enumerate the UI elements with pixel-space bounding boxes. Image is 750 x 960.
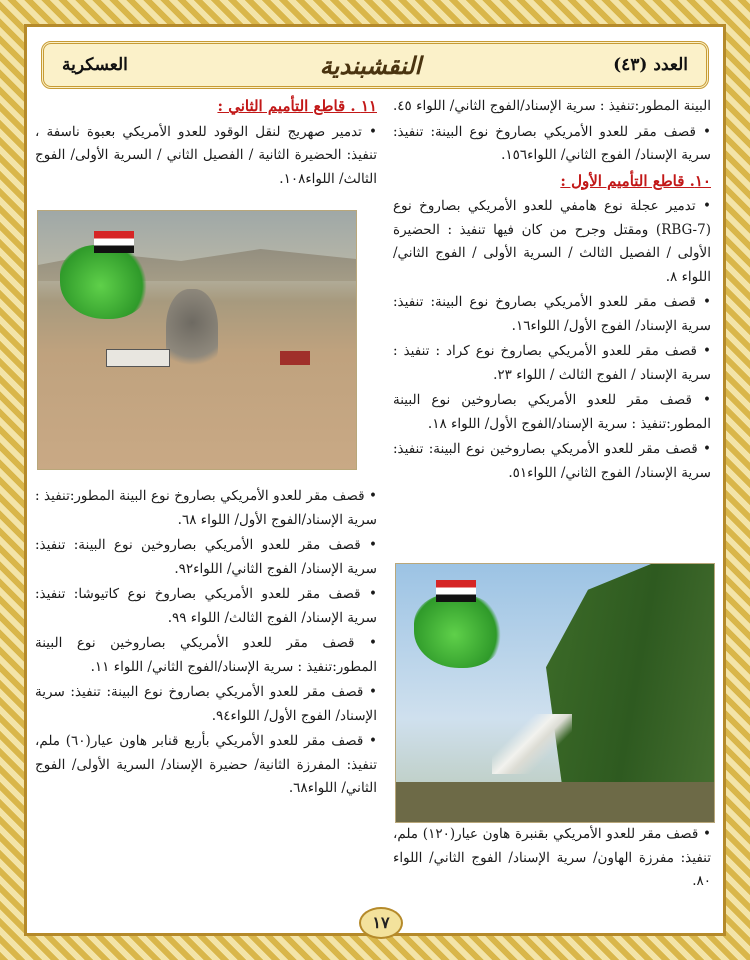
issue-number: العدد (٤٣) (613, 55, 688, 75)
report-item: • تدمير عجلة نوع هامفي للعدو الأمريكي بصاروخ نوع (RBG-7) ومقتل وجرح من كان فيها تنفيذ : الحضيرة الأولى / الفصيل الثالث / السرية الأولى / الفوج الثاني/ اللواء ٨. (393, 198, 711, 285)
section-heading: ١٠. قاطع التأميم الأول : (560, 171, 711, 190)
explosion-smoke (166, 289, 218, 373)
report-item: البينة المطور:تنفيذ : سرية الإسناد/الفوج الثاني/ اللواء ٤٥. (393, 98, 711, 114)
vehicle-shape (280, 351, 310, 365)
report-item: • قصف مقر للعدو الأمريكي بصاروخ نوع البينة: تنفيذ: سرية الإسناد/ الفوج الثاني/ اللواء١٥٦. (393, 123, 711, 163)
report-item: • قصف مقر للعدو الأمريكي بصاروخ نوع كراد : تنفيذ : سرية الإسناد / الفوج الثالث / اللواء ٢٣. (393, 343, 711, 383)
report-item: • قصف مقر للعدو الأمريكي بصاروخين نوع البينة: تنفيذ: سرية الإسناد/ الفوج الثاني/ اللواء٥١. (393, 441, 711, 481)
fuel-tanker-shape (106, 349, 170, 367)
report-item: • قصف مقر للعدو الأمريكي بصاروخين نوع البينة المطور:تنفيذ : سرية الإسناد/الفوج الأول/ اللواء ١٨. (393, 392, 711, 432)
section-heading: ١١ . قاطع التأميم الثاني : (217, 97, 377, 115)
report-item: • قصف مقر للعدو الأمريكي بصاروخ نوع البينة: تنفيذ: سرية الإسناد/ الفوج الأول/ اللواء١٦. (393, 294, 711, 334)
report-item: • قصف مقر للعدو الأمريكي بصاروخ نوع كاتيوشا: تنفيذ: سرية الإسناد/ الفوج الثالث/ اللواء ٩٩. (35, 586, 377, 626)
page-header (41, 41, 709, 89)
left-column-top (35, 95, 377, 193)
iraq-flag-icon (436, 580, 476, 602)
rocket-launch-photo (395, 563, 715, 823)
report-item: • قصف مقر للعدو الأمريكي بصاروخين نوع البينة المطور:تنفيذ : سرية الإسناد/الفوج الثاني/ اللواء ١١. (35, 635, 377, 675)
right-column-bottom (393, 823, 711, 896)
report-item: • قصف مقر للعدو الأمريكي بصاروخين نوع البينة: تنفيذ: سرية الإسناد/ الفوج الثاني/ اللواء٩٢. (35, 537, 377, 577)
map-logo-icon (414, 594, 504, 668)
right-column (393, 95, 711, 487)
report-item: • تدمير صهريج لنقل الوقود للعدو الأمريكي بعبوة ناسفة ، تنفيذ: الحضيرة الثانية / الفصيل الثاني / السرية الأولى/ الفوج الثالث/ اللواء١٠٨. (35, 123, 377, 187)
rocket-trail-shape (492, 714, 572, 774)
report-item: • قصف مقر للعدو الأمريكي بصاروخ نوع البينة المطور:تنفيذ : سرية الإسناد/الفوج الأول/ اللواء ٦٨. (35, 488, 377, 528)
magazine-logo: النقشبندية (319, 50, 422, 80)
tanker-explosion-photo (37, 210, 357, 470)
left-column-bottom (35, 485, 377, 803)
ground-shape (396, 782, 714, 822)
report-item: • قصف مقر للعدو الأمريكي بقنبرة هاون عيار(١٢٠) ملم، تنفيذ: مفرزة الهاون/ سرية الإسناد/ الفوج الثاني/ اللواء ٨٠. (393, 826, 711, 889)
iraq-flag-icon (94, 231, 134, 253)
section-title: العسكرية (62, 55, 128, 75)
page-content (24, 24, 726, 936)
page-number: ١٧ (359, 907, 403, 939)
map-logo-icon (60, 245, 150, 319)
report-item: • قصف مقر للعدو الأمريكي بأربع قنابر هاون عيار(٦٠) ملم، تنفيذ: المفرزة الثانية/ حضيرة الإسناد/ السرية الأولى/ الفوج الثاني/ اللواء٦٨. (35, 733, 377, 796)
report-item: • قصف مقر للعدو الأمريكي بصاروخ نوع البينة: تنفيذ: سرية الإسناد/ الفوج الأول/ اللواء٩٤. (35, 684, 377, 724)
